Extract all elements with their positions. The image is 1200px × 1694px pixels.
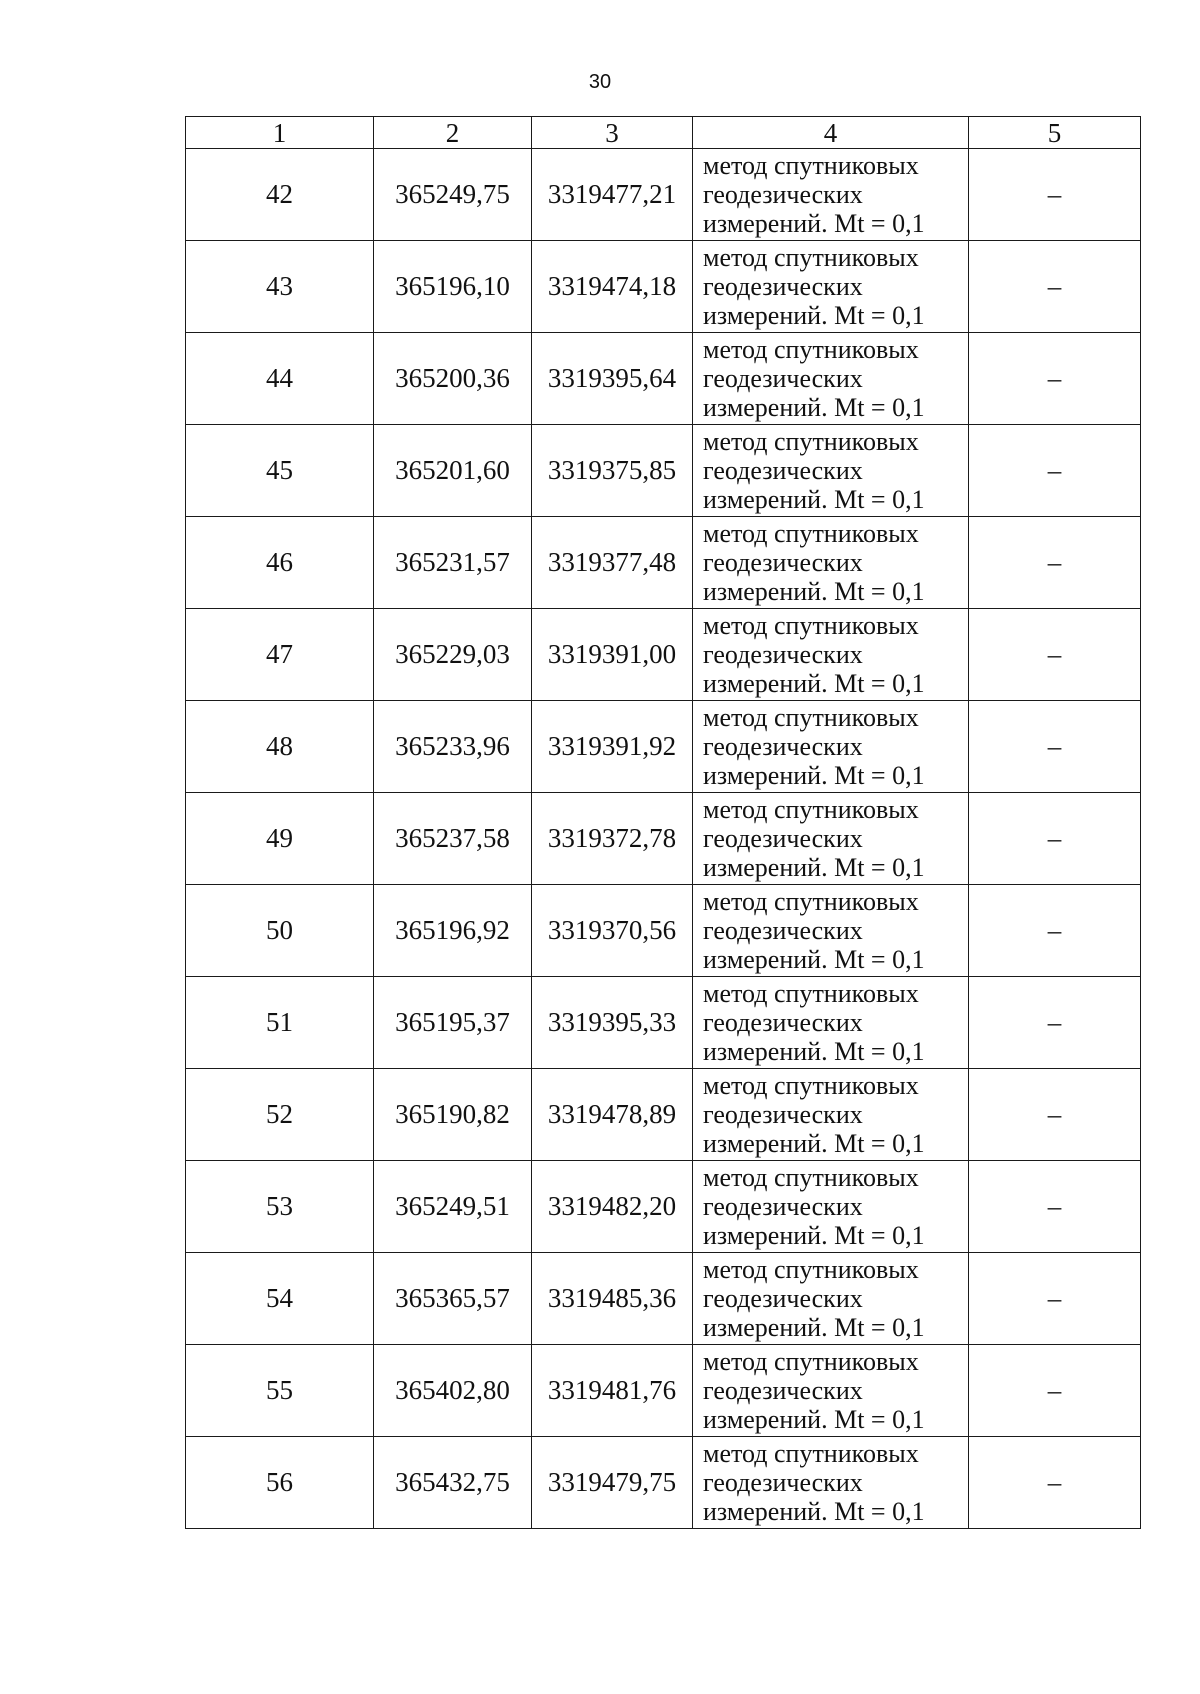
point-note: –: [969, 517, 1141, 609]
method-line-2: геодезических: [703, 1468, 863, 1497]
coordinate-y: 3319485,36: [532, 1253, 693, 1345]
table-row: [186, 1437, 1141, 1529]
method-line-2: геодезических: [703, 456, 863, 485]
coordinate-x: 365233,96: [374, 701, 532, 793]
point-number: 48: [186, 701, 374, 793]
method-line-3: измерений. Mt = 0,1: [703, 1037, 925, 1066]
method-line-2: геодезических: [703, 1284, 863, 1313]
method-line-3: измерений. Mt = 0,1: [703, 301, 925, 330]
point-number: 54: [186, 1253, 374, 1345]
point-note: –: [969, 1069, 1141, 1161]
table-header-row: [186, 117, 1141, 149]
point-number: 43: [186, 241, 374, 333]
method-line-3: измерений. Mt = 0,1: [703, 761, 925, 790]
method-line-1: метод спутниковых: [703, 151, 919, 180]
point-note: –: [969, 149, 1141, 241]
point-number: 55: [186, 1345, 374, 1437]
column-header-5: 5: [969, 117, 1141, 149]
method-line-2: геодезических: [703, 364, 863, 393]
method-line-2: геодезических: [703, 640, 863, 669]
method-line-2: геодезических: [703, 1376, 863, 1405]
method-line-3: измерений. Mt = 0,1: [703, 393, 925, 422]
method-line-3: измерений. Mt = 0,1: [703, 1313, 925, 1342]
method-description: [693, 1069, 969, 1161]
method-line-3: измерений. Mt = 0,1: [703, 945, 925, 974]
coordinate-x: 365195,37: [374, 977, 532, 1069]
table-row: [186, 609, 1141, 701]
point-note: –: [969, 609, 1141, 701]
method-line-3: измерений. Mt = 0,1: [703, 577, 925, 606]
coordinate-y: 3319477,21: [532, 149, 693, 241]
table-row: [186, 701, 1141, 793]
point-number: 49: [186, 793, 374, 885]
method-line-2: геодезических: [703, 1008, 863, 1037]
table-row: [186, 885, 1141, 977]
column-header-2: 2: [374, 117, 532, 149]
method-description: [693, 241, 969, 333]
point-number: 42: [186, 149, 374, 241]
method-line-2: геодезических: [703, 548, 863, 577]
method-line-1: метод спутниковых: [703, 1439, 919, 1468]
coordinate-x: 365190,82: [374, 1069, 532, 1161]
method-line-2: геодезических: [703, 1192, 863, 1221]
page-number: 30: [588, 71, 612, 93]
coordinate-y: 3319479,75: [532, 1437, 693, 1529]
coordinate-x: 365229,03: [374, 609, 532, 701]
table-row: [186, 977, 1141, 1069]
point-number: 52: [186, 1069, 374, 1161]
coordinate-x: 365402,80: [374, 1345, 532, 1437]
point-note: –: [969, 793, 1141, 885]
method-description: [693, 977, 969, 1069]
method-description: [693, 1345, 969, 1437]
coordinate-x: 365432,75: [374, 1437, 532, 1529]
method-line-3: измерений. Mt = 0,1: [703, 1221, 925, 1250]
table-row: [186, 517, 1141, 609]
method-line-3: измерений. Mt = 0,1: [703, 1405, 925, 1434]
method-line-2: геодезических: [703, 180, 863, 209]
table-row: [186, 149, 1141, 241]
method-line-3: измерений. Mt = 0,1: [703, 1497, 925, 1526]
coordinate-x: 365201,60: [374, 425, 532, 517]
method-description: [693, 793, 969, 885]
method-description: [693, 1437, 969, 1529]
point-number: 47: [186, 609, 374, 701]
method-description: [693, 333, 969, 425]
point-note: –: [969, 885, 1141, 977]
table-row: [186, 241, 1141, 333]
coordinate-y: 3319372,78: [532, 793, 693, 885]
method-line-1: метод спутниковых: [703, 979, 919, 1008]
coordinate-x: 365196,10: [374, 241, 532, 333]
method-line-1: метод спутниковых: [703, 1255, 919, 1284]
table-row: [186, 1161, 1141, 1253]
method-line-1: метод спутниковых: [703, 1071, 919, 1100]
point-number: 46: [186, 517, 374, 609]
method-description: [693, 425, 969, 517]
method-line-1: метод спутниковых: [703, 335, 919, 364]
method-line-3: измерений. Mt = 0,1: [703, 853, 925, 882]
method-description: [693, 885, 969, 977]
table-row: [186, 1345, 1141, 1437]
method-line-3: измерений. Mt = 0,1: [703, 209, 925, 238]
point-number: 56: [186, 1437, 374, 1529]
point-note: –: [969, 1345, 1141, 1437]
method-line-1: метод спутниковых: [703, 427, 919, 456]
coordinate-y: 3319395,33: [532, 977, 693, 1069]
point-number: 45: [186, 425, 374, 517]
method-line-2: геодезических: [703, 1100, 863, 1129]
method-line-2: геодезических: [703, 732, 863, 761]
method-line-3: измерений. Mt = 0,1: [703, 669, 925, 698]
point-note: –: [969, 977, 1141, 1069]
method-description: [693, 149, 969, 241]
coordinate-y: 3319395,64: [532, 333, 693, 425]
method-line-2: геодезических: [703, 916, 863, 945]
point-note: –: [969, 425, 1141, 517]
method-description: [693, 1253, 969, 1345]
table-row: [186, 793, 1141, 885]
coordinate-y: 3319375,85: [532, 425, 693, 517]
method-line-1: метод спутниковых: [703, 795, 919, 824]
coordinate-y: 3319370,56: [532, 885, 693, 977]
table-row: [186, 333, 1141, 425]
column-header-3: 3: [532, 117, 693, 149]
coordinate-y: 3319478,89: [532, 1069, 693, 1161]
method-line-1: метод спутниковых: [703, 1347, 919, 1376]
point-note: –: [969, 701, 1141, 793]
method-description: [693, 517, 969, 609]
coordinate-x: 365249,51: [374, 1161, 532, 1253]
point-number: 44: [186, 333, 374, 425]
point-note: –: [969, 1253, 1141, 1345]
coordinate-y: 3319391,00: [532, 609, 693, 701]
coordinate-y: 3319474,18: [532, 241, 693, 333]
method-line-1: метод спутниковых: [703, 519, 919, 548]
method-line-1: метод спутниковых: [703, 887, 919, 916]
method-description: [693, 1161, 969, 1253]
column-header-1: 1: [186, 117, 374, 149]
method-line-2: геодезических: [703, 272, 863, 301]
method-description: [693, 701, 969, 793]
coordinate-x: 365231,57: [374, 517, 532, 609]
point-number: 50: [186, 885, 374, 977]
point-note: –: [969, 241, 1141, 333]
point-number: 53: [186, 1161, 374, 1253]
point-note: –: [969, 1437, 1141, 1529]
coordinate-y: 3319481,76: [532, 1345, 693, 1437]
coordinate-y: 3319391,92: [532, 701, 693, 793]
coordinate-x: 365237,58: [374, 793, 532, 885]
table-body: [186, 149, 1141, 1529]
method-line-3: измерений. Mt = 0,1: [703, 1129, 925, 1158]
column-header-4: 4: [693, 117, 969, 149]
table-row: [186, 1069, 1141, 1161]
method-line-1: метод спутниковых: [703, 703, 919, 732]
method-description: [693, 609, 969, 701]
table-row: [186, 1253, 1141, 1345]
coordinate-x: 365200,36: [374, 333, 532, 425]
method-line-2: геодезических: [703, 824, 863, 853]
point-note: –: [969, 1161, 1141, 1253]
coordinate-x: 365196,92: [374, 885, 532, 977]
point-note: –: [969, 333, 1141, 425]
coordinate-y: 3319482,20: [532, 1161, 693, 1253]
coordinate-x: 365249,75: [374, 149, 532, 241]
point-number: 51: [186, 977, 374, 1069]
method-line-1: метод спутниковых: [703, 243, 919, 272]
method-line-1: метод спутниковых: [703, 1163, 919, 1192]
coordinate-y: 3319377,48: [532, 517, 693, 609]
method-line-3: измерений. Mt = 0,1: [703, 485, 925, 514]
table-row: [186, 425, 1141, 517]
coordinates-table: [185, 116, 1141, 1529]
method-line-1: метод спутниковых: [703, 611, 919, 640]
coordinate-x: 365365,57: [374, 1253, 532, 1345]
